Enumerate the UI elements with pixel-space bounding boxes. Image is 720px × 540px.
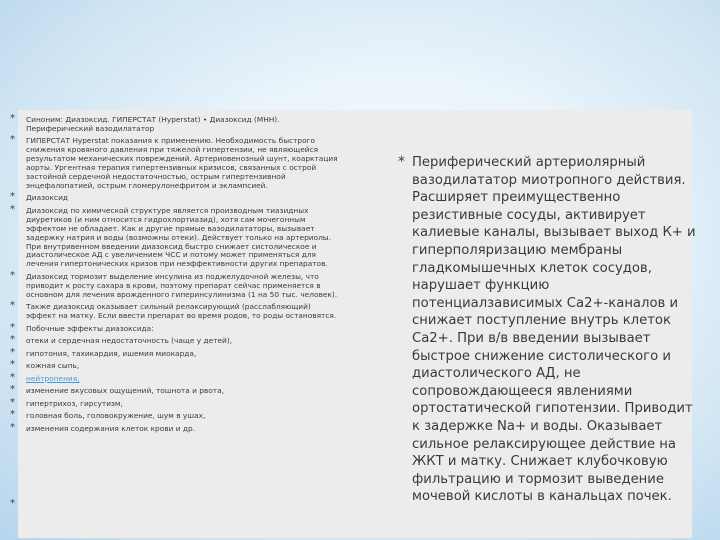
right-bullet: * xyxy=(398,154,405,170)
list-bullet: * xyxy=(10,334,15,346)
list-bullet: * xyxy=(10,203,15,215)
list-bullet: * xyxy=(10,359,15,371)
list-bullet: * xyxy=(10,346,15,358)
list-item-text: Синоним: Диазоксид. ГИПЕРСТАТ (Hyperstat) • Диазоксид (МНН). Периферический вазодилататор xyxy=(26,115,280,133)
list-item xyxy=(10,321,340,334)
list-item xyxy=(10,396,340,409)
list-bullet: * xyxy=(10,384,15,396)
list-item-text: изменения содержания клеток крови и др. xyxy=(26,423,196,433)
list-item-text: изменение вкусовых ощущений, тошнота и рвота, xyxy=(26,386,224,396)
list-item xyxy=(10,409,340,421)
list-item-text: Диазоксид xyxy=(26,193,68,203)
empty-bullet: * xyxy=(10,498,15,509)
list-item-text: кожная сыпь, xyxy=(26,361,80,371)
list-item xyxy=(10,359,340,371)
list-item xyxy=(10,300,340,321)
list-bullet: * xyxy=(10,113,15,124)
list-item xyxy=(10,134,340,190)
list-item xyxy=(10,384,340,396)
right-paragraph: Периферический артериолярный вазодилататор миотропного действия. Расширяет преимущественно резистивные сосуды, активирует калиевые каналы, вызывает выход К+ и гиперполяризацию мембраны гладкомышечных клеток сосудов, нарушает функцию потенциалзависимых Са2+-каналов и снижает поступление внутрь клеток Са2+. При в/в введении вызывает быстрое снижение систолического и диастолического АД, не сопровождающееся явлениями ортостатической гипотензии. Приводит к задержке Na+ и воды. Оказывает сильное релаксирующее действие на ЖКТ и матку. Снижает клубочковую фильтрацию и тормозит выведение мочевой кислоты в канальцах почек. xyxy=(412,155,696,505)
list-item xyxy=(10,203,340,269)
list-bullet: * xyxy=(10,134,15,146)
list-item xyxy=(10,269,340,300)
list-bullet: * xyxy=(10,421,15,433)
list-item-text: Побочные эффекты диазоксида: xyxy=(26,323,154,333)
list-item xyxy=(10,421,340,434)
list-bullet: * xyxy=(10,371,15,383)
list-bullet: * xyxy=(10,191,15,203)
list-item-text: гипотония, тахикардия, ишемия миокарда, xyxy=(26,348,197,358)
list-item xyxy=(10,346,340,359)
list-item-text: головная боль, головокружение, шум в ушах, xyxy=(26,411,206,421)
list-bullet: * xyxy=(10,269,15,281)
list-bullet: * xyxy=(10,321,15,333)
list-item xyxy=(10,113,340,134)
list-bullet: * xyxy=(10,300,15,312)
left-column xyxy=(10,113,340,437)
list-item xyxy=(10,371,340,384)
list-item-text: Диазоксид по химической структуре является производным тиазидных диуретиков (и ним относится гидрохлортиазид), хотя сам мочегонным эффектом не обладает. Как и другие прямые вазодилататоры, вызывает задержку натрия и воды (возможны отеки). Действует только на артериолы. При внутривенном введении диазоксид быстро снижает систолическое и диастолическое АД с увеличением ЧСС и потому может применяться для лечения гипертонических кризов при неэффективности других препаратов. xyxy=(26,205,331,269)
list-bullet: * xyxy=(10,409,15,421)
list-item xyxy=(10,334,340,346)
list-item-text: ГИПЕРСТАТ Hyperstat показания к применению. Необходимость быстрого снижения кровяного давления при тяжелой гипертензии, не являющейся результатом механических повреждений. Артериовенозный шунт, коарктация аорты. Ургентная терапия гипертензивных кризисов, связанных с острой застойной сердечной недостаточностью, острым гипертензивной энцефалопатией, острым гломерулонефритом и эклампсией. xyxy=(26,136,338,190)
list-item-text: Также диазоксид оказывает сильный релаксирующий (расслабляющий) эффект на матку. Если ввести препарат во время родов, то роды остановятся. xyxy=(26,302,337,321)
list-item-text: Диазоксид тормозит выделение инсулина из поджелудочной железы, что приводит к росту сахара в крови, поэтому препарат сейчас применяется в основном для лечения врожденного гиперинсулинизма (1 на 50 тыс. человек). xyxy=(26,271,338,299)
list-item-text: отеки и сердечная недостаточность (чаще у детей), xyxy=(26,336,233,346)
list-item-link[interactable]: нейтропения, xyxy=(26,373,80,383)
right-column xyxy=(398,154,698,506)
list-item-text: гипертрихоз, гирсутизм, xyxy=(26,398,123,408)
list-item xyxy=(10,191,340,203)
list-bullet: * xyxy=(10,396,15,408)
